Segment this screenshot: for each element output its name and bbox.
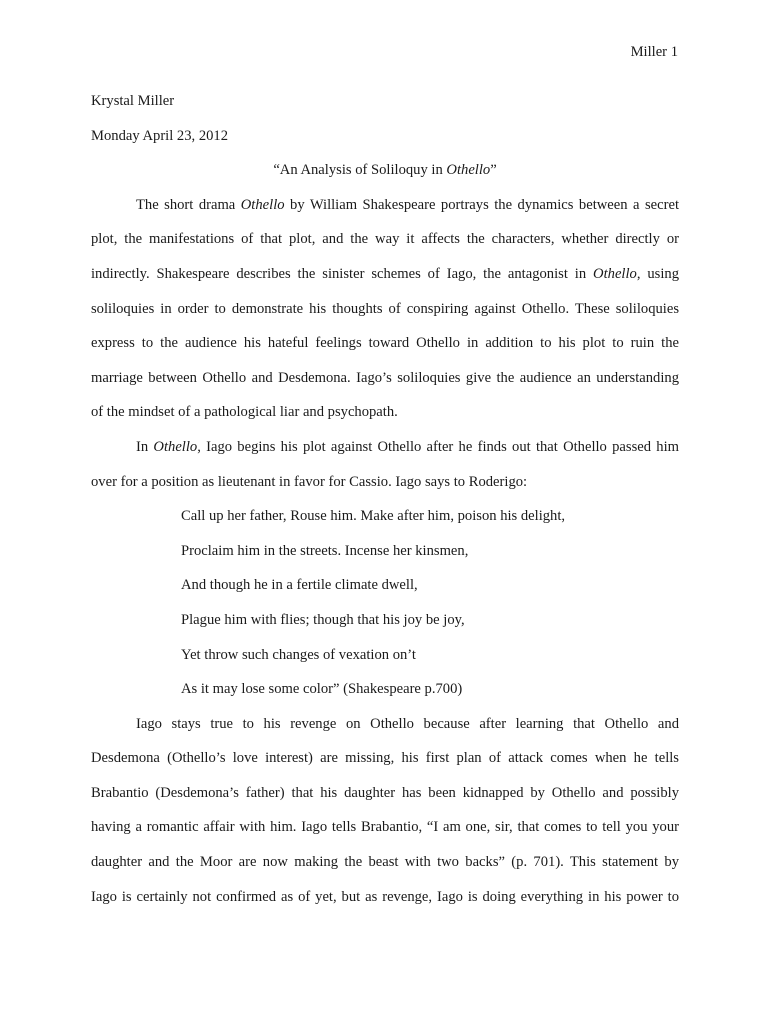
para3-line: Brabantio (Desdemona’s father) that his daughter has been kidnapped by Othello and possibly	[91, 784, 679, 801]
para1-line	[91, 188, 679, 223]
para1-text: indirectly. Shakespeare describes the sinister schemes of Iago, the antagonist in	[91, 265, 594, 282]
para1-line	[91, 257, 679, 292]
para1-line: of the mindset of a pathological liar and psychopath.	[91, 404, 398, 421]
para2-line	[91, 430, 679, 465]
para1-line: express to the audience his hateful feelings toward Othello in addition to his plot to ruin the	[91, 335, 679, 352]
para1-line: plot, the manifestations of that plot, and the way it affects the characters, whether directly or	[91, 231, 679, 248]
quote-line: Plague him with flies; though that his joy be joy,	[181, 611, 465, 628]
running-head: Miller 1	[630, 44, 678, 60]
para1-text: by William Shakespeare portrays the dynamics between a secret	[284, 196, 679, 213]
para3-line: Iago stays true to his revenge on Othello because after learning that Othello and	[136, 715, 679, 732]
author-name: Krystal Miller	[91, 93, 175, 109]
para3-line: Iago is certainly not confirmed as of yet, but as revenge, Iago is doing everything in his power to	[91, 888, 679, 905]
para3-line: daughter and the Moor are now making the beast with two backs” (p. 701). This statement by	[91, 854, 679, 871]
para2-text: , Iago begins his plot against Othello after he finds out that Othello passed him	[197, 438, 679, 455]
para1-line: soliloquies in order to demonstrate his thoughts of conspiring against Othello. These soliloquies	[91, 300, 679, 317]
quote-line: Proclaim him in the streets. Incense her kinsmen,	[181, 542, 469, 559]
quote-line: As it may lose some color” (Shakespeare p.700)	[181, 681, 463, 698]
quote-line: Yet throw such changes of vexation on’t	[181, 646, 416, 663]
para2-italic: Othello	[153, 438, 198, 455]
para3-line: Desdemona (Othello’s love interest) are missing, his first plan of attack comes when he tells	[91, 750, 679, 767]
para1-text: The short drama	[136, 196, 241, 213]
para1-line: marriage between Othello and Desdemona. Iago’s soliloquies give the audience an understanding	[91, 369, 679, 386]
para3-line: having a romantic affair with him. Iago tells Brabantio, “I am one, sir, that comes to tell you your	[91, 819, 679, 836]
quote-line: Call up her father, Rouse him. Make after him, poison his delight,	[181, 508, 566, 525]
essay-date: Monday April 23, 2012	[91, 127, 229, 144]
essay-body	[91, 84, 679, 914]
essay-title	[91, 153, 679, 188]
para1-italic: Othello	[240, 196, 285, 213]
para1-italic: Othello	[593, 265, 637, 282]
para2-text: In	[136, 438, 154, 455]
title-close-quote: ”	[490, 162, 497, 179]
title-italic: Othello	[446, 162, 491, 179]
title-text: “An Analysis of Soliloquy in	[273, 162, 447, 179]
para2-line: over for a position as lieutenant in favor for Cassio. Iago says to Roderigo:	[91, 473, 528, 490]
quote-line: And though he in a fertile climate dwell,	[181, 577, 418, 594]
para1-text: , using	[636, 265, 679, 282]
